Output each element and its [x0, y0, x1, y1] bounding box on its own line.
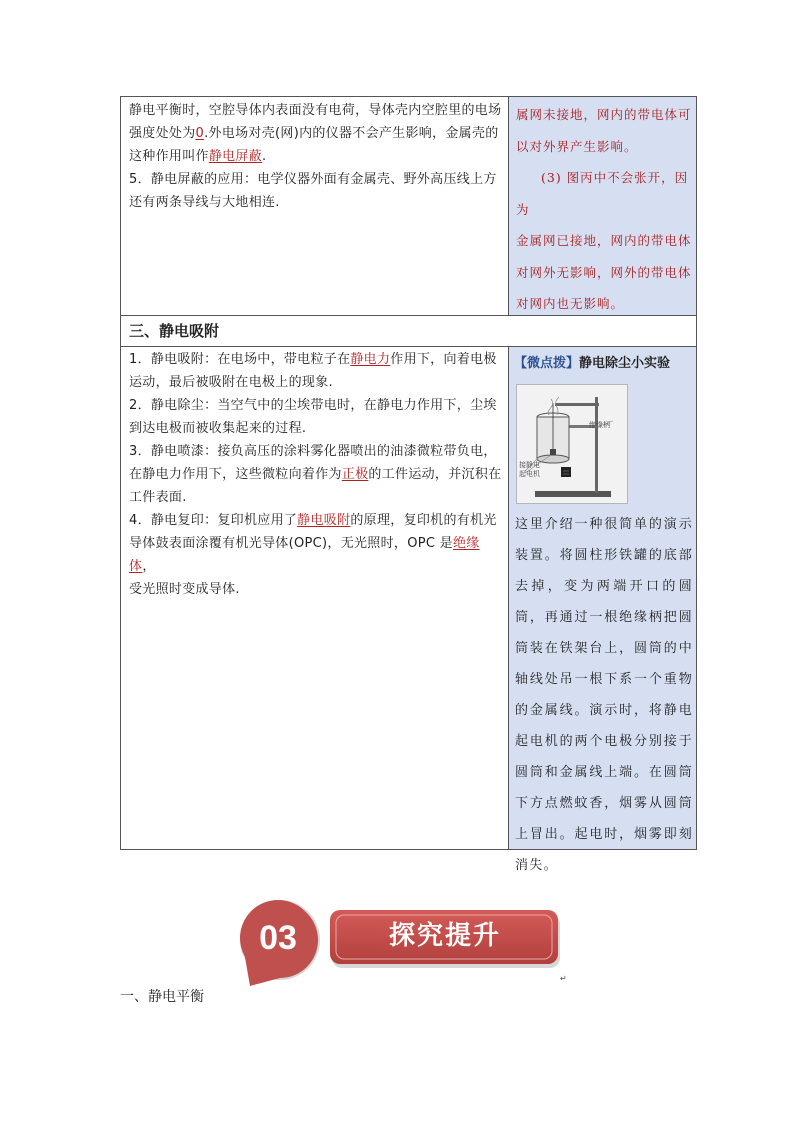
section-banner	[236, 898, 566, 988]
text-line	[129, 440, 505, 463]
subheading-static-equilibrium: 一、静电平衡	[120, 989, 204, 1005]
text-line	[129, 509, 505, 532]
text-line	[129, 532, 505, 578]
key-term: 静电力	[350, 352, 391, 367]
key-term: 正极	[341, 467, 369, 482]
section3-table	[120, 316, 697, 873]
side-note-line: (3) 图丙中不会张开，因为	[516, 170, 689, 217]
side-note-line: 对网内也无影响。	[516, 296, 625, 311]
label-generator: 接静电 起电机	[519, 461, 540, 478]
text-run: 工件表面.	[129, 490, 187, 505]
text-run: .外电场对壳(网)内的仪器不会产生影响，金属壳的	[204, 126, 499, 141]
text-run: 受光照时变成导体.	[129, 582, 240, 597]
apparatus-figure	[516, 384, 628, 504]
text-line	[129, 463, 505, 486]
text-run: 还有两条导线与大地相连.	[129, 195, 280, 210]
text-run: 静电平衡时，空腔导体内表面没有电荷，导体壳内空腔里的电场	[129, 103, 502, 118]
section3-title: 三、静电吸附	[129, 322, 220, 340]
text-run: 1．静电吸附：在电场中，带电粒子在	[129, 352, 351, 367]
tip-heading	[514, 352, 694, 371]
text-run: 的工件运动，并沉积在	[368, 467, 502, 482]
side-note-line: 对网外无影响，网外的带电体	[516, 264, 692, 280]
text-line	[129, 145, 505, 168]
top-table	[120, 96, 697, 316]
text-line	[129, 371, 505, 394]
top-table-divider	[508, 97, 509, 315]
text-line	[129, 417, 505, 440]
text-line	[129, 99, 505, 122]
section3-main-text	[129, 348, 505, 601]
banner-number: 03	[259, 919, 297, 957]
text-run: 运动，最后被吸附在电极上的现象.	[129, 375, 333, 390]
text-run: 在静电力作用下，这些微粒向着作为	[129, 467, 342, 482]
text-run: .	[262, 149, 267, 164]
dust-removal-apparatus-image	[517, 385, 627, 503]
section3-divider	[508, 347, 509, 849]
paragraph-mark: ↵	[560, 974, 567, 983]
text-run: 到达电极而被收集起来的过程.	[129, 421, 307, 436]
side-note-line: 属网未接地，网内的带电体可	[516, 107, 692, 122]
side-note-line: 以对外界产生影响。	[516, 138, 638, 154]
text-run: 导体鼓表面涂覆有机光导体(OPC)，无光照时，OPC 是	[129, 536, 453, 551]
key-term: 静电吸附	[297, 513, 351, 528]
text-line	[129, 394, 505, 417]
text-run: 强度处处为	[129, 126, 196, 141]
banner-title: 探究提升	[388, 921, 501, 951]
text-run: 2．静电除尘：当空气中的尘埃带电时，在静电力作用下，尘埃	[129, 398, 497, 413]
text-run: ，	[142, 559, 156, 574]
key-term: 绝缘体	[129, 536, 480, 574]
text-run: 5．静电屏蔽的应用：电学仪器外面有金属壳、野外高压线上方	[129, 172, 497, 187]
text-line	[129, 122, 505, 145]
text-line	[129, 486, 505, 509]
side-note-line: 金属网已接地，网内的带电体	[516, 233, 692, 248]
tip-badge: 【微点拨】	[514, 356, 580, 371]
tip-box	[514, 352, 694, 371]
top-table-side-text	[516, 99, 696, 320]
text-line	[129, 168, 505, 191]
text-run: 4．静电复印：复印机应用了	[129, 513, 298, 528]
label-insulating-handle: 绝缘柄	[589, 421, 610, 429]
tip-body: 这里介绍一种很简单的演示装置。将圆柱形铁罐的底部去掉，变为两端开口的圆筒，再通过一根绝缘柄把圆筒装在铁架台上，圆筒的中轴线处吊一根下系一个重物的金属线。演示时，将静电起电机的两个电极分别接于圆筒和金属线上端。在圆筒下方点燃蚊香，烟雾从圆筒上冒出。起电时，烟雾即刻消失。	[515, 517, 693, 873]
top-table-main-text	[129, 99, 505, 214]
text-line	[129, 191, 505, 214]
tip-title: 静电除尘小实验	[579, 356, 671, 371]
text-run: 作用下，向着电极	[390, 352, 497, 367]
key-term: 0	[195, 126, 205, 141]
text-run: 3．静电喷漆：接负高压的涂料雾化器喷出的油漆微粒带负电，	[129, 444, 497, 459]
text-line	[129, 348, 505, 371]
text-line	[129, 578, 505, 601]
text-run: 的原理，复印机的有机光	[350, 513, 497, 528]
text-run: 这种作用叫作	[129, 149, 209, 164]
key-term: 静电屏蔽	[208, 149, 263, 164]
